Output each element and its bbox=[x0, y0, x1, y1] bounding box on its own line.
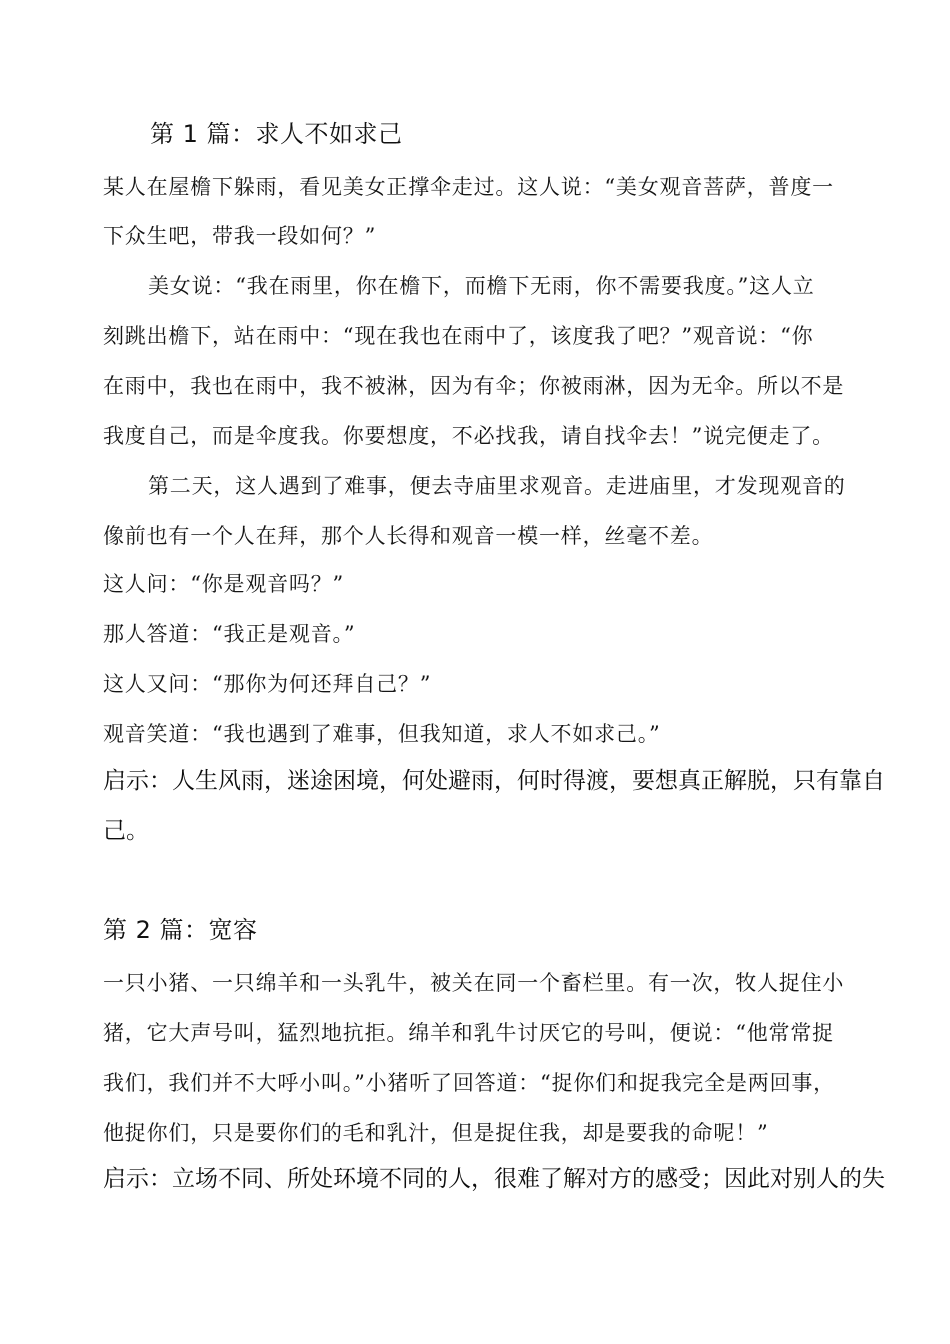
article-1-paragraph-line: 在雨中，我也在雨中，我不被淋，因为有伞；你被雨淋，因为无伞。所以不是 bbox=[103, 374, 845, 398]
article-1-paragraph-line: 某人在屋檐下躲雨，看见美女正撑伞走过。这人说：“美女观音菩萨，普度一 bbox=[103, 175, 834, 199]
article-2-paragraph-line: 他捉你们，只是要你们的毛和乳汁，但是捉住我，却是要我的命呢！” bbox=[103, 1121, 769, 1145]
article-1-paragraph-line: 下众生吧，带我一段如何？” bbox=[103, 224, 377, 248]
article-1-insight-line: 己。 bbox=[103, 818, 149, 844]
article-1-dialogue-line: 这人又问：“那你为何还拜自己？” bbox=[103, 672, 432, 696]
article-1-title: 第 1 篇：求人不如求己 bbox=[150, 120, 403, 148]
article-2-paragraph-line: 猪，它大声号叫，猛烈地抗拒。绵羊和乳牛讨厌它的号叫，便说：“他常常捉 bbox=[103, 1021, 834, 1045]
article-2-paragraph-line: 我们，我们并不大呼小叫。”小猪听了回答道：“捉你们和捉我完全是两回事， bbox=[103, 1071, 835, 1095]
article-2-paragraph-line: 一只小猪、一只绵羊和一头乳牛，被关在同一个畜栏里。有一次，牧人捉住小 bbox=[103, 971, 845, 995]
article-1-paragraph-line: 美女说：“我在雨里，你在檐下，而檐下无雨，你不需要我度。”这人立 bbox=[148, 274, 815, 298]
article-2-insight-line: 启示：立场不同、所处环境不同的人，很难了解对方的感受；因此对别人的失 bbox=[103, 1166, 885, 1192]
article-2-title: 第 2 篇：宽容 bbox=[103, 916, 258, 944]
article-1-paragraph-line: 第二天，这人遇到了难事，便去寺庙里求观音。走进庙里，才发现观音的 bbox=[148, 474, 846, 498]
article-1-dialogue-line: 那人答道：“我正是观音。” bbox=[103, 622, 356, 646]
article-1-paragraph-line: 像前也有一个人在拜，那个人长得和观音一模一样，丝毫不差。 bbox=[103, 524, 714, 548]
article-1-paragraph-line: 我度自己，而是伞度我。你要想度，不必找我，请自找伞去！”说完便走了。 bbox=[103, 424, 834, 448]
article-1-dialogue-line: 这人问：“你是观音吗？” bbox=[103, 572, 345, 596]
article-1-dialogue-line: 观音笑道：“我也遇到了难事，但我知道，求人不如求己。” bbox=[103, 722, 661, 746]
article-1-insight-line: 启示：人生风雨，迷途困境，何处避雨，何时得渡，要想真正解脱，只有靠自 bbox=[103, 768, 885, 794]
article-1-paragraph-line: 刻跳出檐下，站在雨中：“现在我也在雨中了，该度我了吧？”观音说：“你 bbox=[103, 324, 814, 348]
